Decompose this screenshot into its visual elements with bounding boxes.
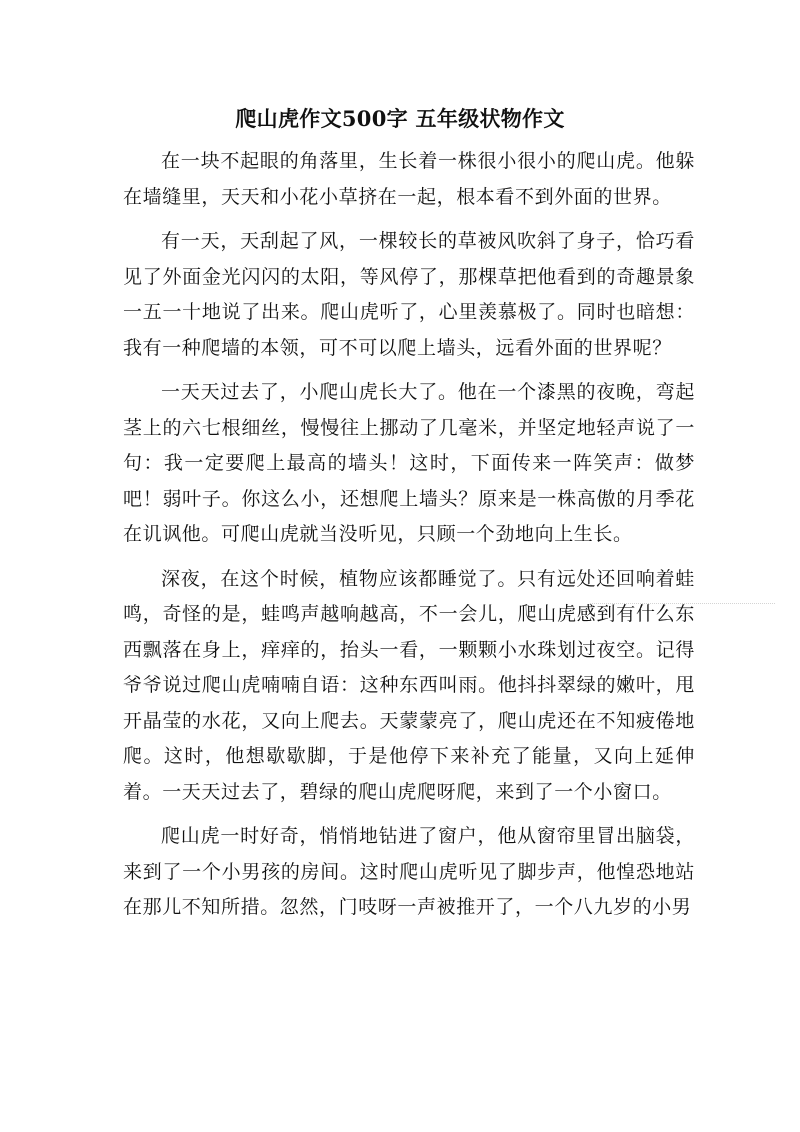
paragraph-3: 一天天过去了，小爬山虎长大了。他在一个漆黑的夜晚，弯起茎上的六七根细丝，慢慢往上挪动了几毫米，并坚定地轻声说了一句：我一定要爬上最高的墙头！这时，下面传来一阵笑声：做梦吧！弱叶子。你这么小，还想爬上墙头？原来是一株高傲的月季花在讥讽他。可爬山虎就当没听见，只顾一个劲地向上生长。 [123, 381, 695, 545]
page-title: 爬山虎作文500字 五年级状物作文 [235, 106, 565, 131]
paragraph-5: 爬山虎一时好奇，悄悄地钻进了窗户，他从窗帘里冒出脑袋，来到了一个小男孩的房间。这时爬山虎听见了脚步声，他惶恐地站在那儿不知所措。忽然，门吱呀一声被推开了，一个八九岁的小男 [123, 825, 695, 918]
paragraph-2: 有一天，天刮起了风，一棵较长的草被风吹斜了身子，恰巧看见了外面金光闪闪的太阳，等风停了，那棵草把他看到的奇趣景象一五一十地说了出来。爬山虎听了，心里羡慕极了。同时也暗想：我有一种爬墙的本领，可不可以爬上墙头，远看外面的世界呢？ [123, 230, 695, 359]
article-body [123, 144, 695, 935]
paragraph-1: 在一块不起眼的角落里，生长着一株很小很小的爬山虎。他躲在墙缝里，天天和小花小草挤在一起，根本看不到外面的世界。 [123, 150, 695, 208]
paragraph-4: 深夜，在这个时候，植物应该都睡觉了。只有远处还回响着蛙鸣，奇怪的是，蛙鸣声越响越高，不一会儿，爬山虎感到有什么东西飘落在身上，痒痒的，抬头一看，一颗颗小水珠划过夜空。记得爷爷说过爬山虎喃喃自语：这种东西叫雨。他抖抖翠绿的嫩叶，甩开晶莹的水花，又向上爬去。天蒙蒙亮了，爬山虎还在不知疲倦地爬。这时，他想歇歇脚，于是他停下来补充了能量，又向上延伸着。一天天过去了，碧绿的爬山虎爬呀爬，来到了一个小窗口。 [123, 567, 695, 803]
decorative-dotted-line [590, 603, 775, 604]
